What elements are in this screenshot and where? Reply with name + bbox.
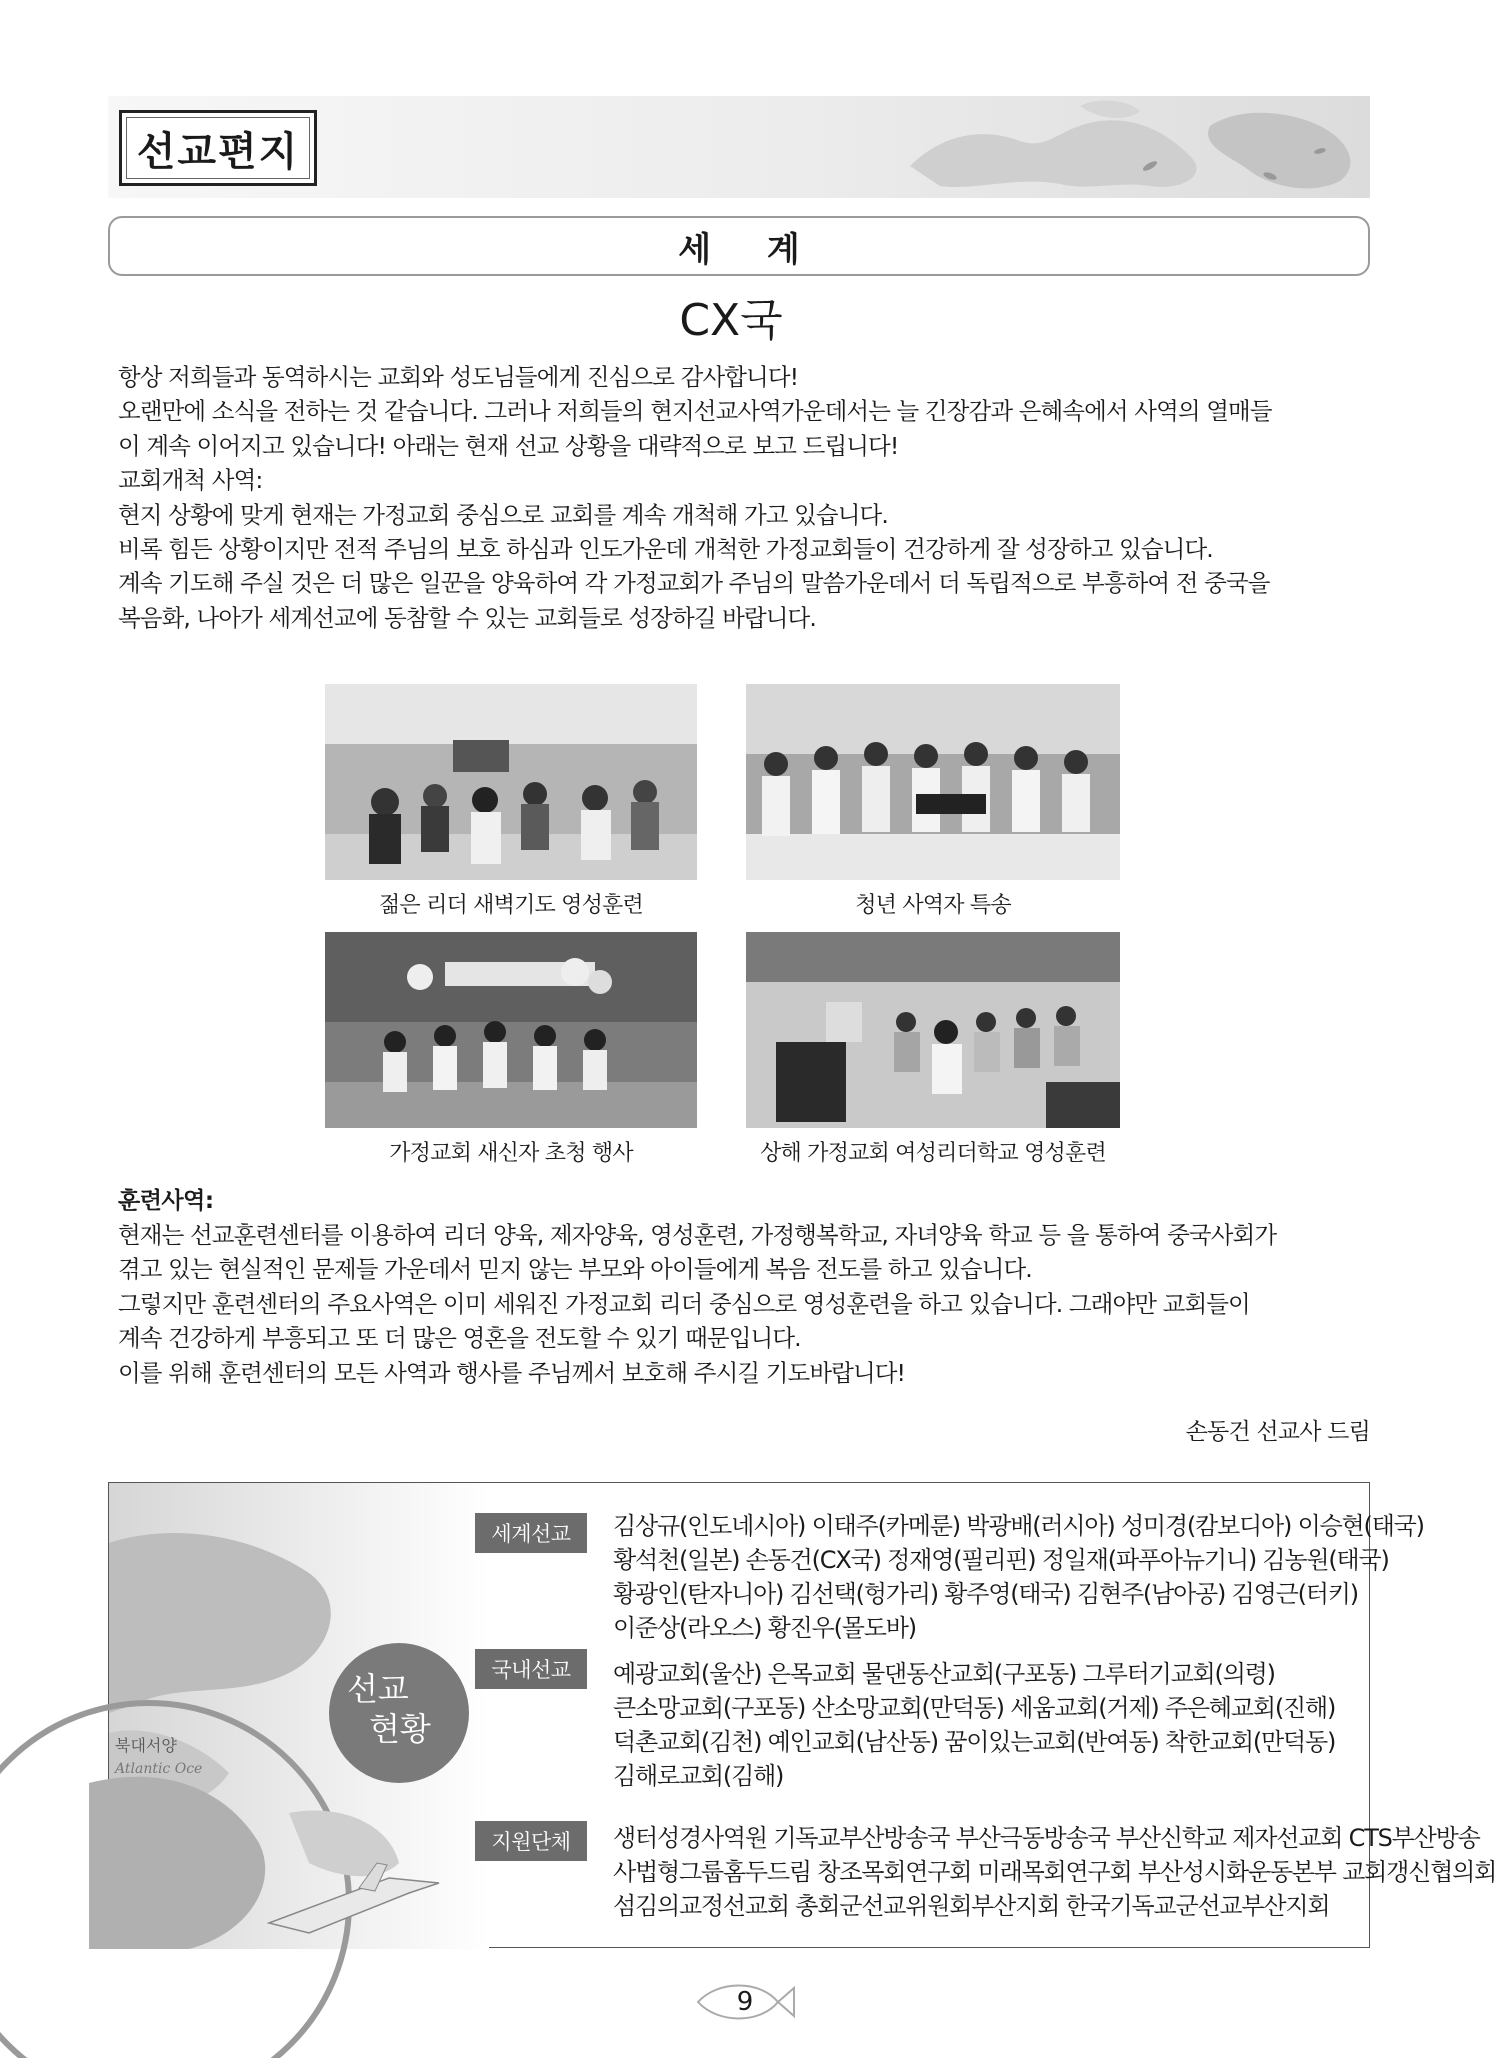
training-line: 그렇지만 훈련센터의 주요사역은 이미 세워진 가정교회 리더 중심으로 영성훈련을 하고 있습니다. 그래야만 교회들이 [118,1289,1250,1318]
signature: 손동건 선교사 드림 [1185,1419,1370,1445]
intro-line: 현지 상황에 맞게 현재는 가정교회 중심으로 교회를 계속 개척해 가고 있습니다. [118,500,888,529]
intro-line: 비록 힘든 상황이지만 전적 주님의 보호 하심과 인도가운데 개척한 가정교회들이 건강하게 잘 성장하고 있습니다. [118,535,1213,564]
training-line: 이를 위해 훈련센터의 모든 사역과 행사를 주님께서 보호해 주시길 기도바랍니다! [118,1358,906,1387]
page-number: 9 [736,1987,754,2017]
category-line: 섬김의교정선교회 총회군선교위원회부산지회 한국기독교군선교부산지회 [613,1892,1330,1920]
photo-caption: 청년 사역자 특송 [855,893,1011,918]
intro-line: 복음화, 나아가 세계선교에 동참할 수 있는 교회들로 성장하길 바랍니다. [118,603,816,632]
map-label: 북대서양 [115,1736,177,1755]
photo-caption: 상해 가정교회 여성리더학교 영성훈련 [760,1141,1106,1166]
photo-caption: 젊은 리더 새벽기도 영성훈련 [378,893,643,918]
map-label: Atlantic Oce [115,1761,203,1777]
intro-line: 오랜만에 소식을 전하는 것 같습니다. 그러나 저희들의 현지선교사역가운데서는 늘 긴장감과 은혜속에서 사역의 열매들 [118,397,1272,426]
status-title-badge [329,1643,469,1783]
category-line: 김해로교회(김해) [613,1762,784,1790]
training-text [118,1218,1374,1390]
category-label-world: 세계선교 [475,1513,587,1553]
category-line: 황석천(일본) 손동건(CX국) 정재영(필리핀) 정일재(파푸아뉴기니) 김농원(태국) [613,1546,1389,1574]
training-line: 현재는 선교훈련센터를 이용하여 리더 양육, 제자양육, 영성훈련, 가정행복학교, 자녀양육 학교 등 을 통하여 중국사회가 [118,1221,1277,1249]
mission-status-box [108,1482,1496,1948]
category-text-world [613,1509,1424,1645]
category-line: 큰소망교회(구포동) 산소망교회(만덕동) 세움교회(거제) 주은혜교회(진해) [613,1694,1336,1722]
photo-prayer-training [325,684,697,880]
category-line: 생터성경사역원 기독교부산방송국 부산극동방송국 부산신학교 제자선교회 CTS부산방송 [613,1824,1480,1852]
world-map-decoration [850,96,1370,198]
intro-line: 교회개척 사역: [118,466,263,495]
photo-women-leaders-training [746,932,1120,1128]
category-text-domestic [613,1657,1373,1793]
photo-newcomer-event [325,932,697,1128]
category-text-support [613,1821,1496,1923]
intro-line: 이 계속 이어지고 있습니다! 아래는 현재 선교 상황을 대략적으로 보고 드립니다! [118,431,899,460]
category-line: 덕촌교회(김천) 예인교회(남산동) 꿈이있는교회(반여동) 착한교회(만덕동) [613,1728,1336,1756]
category-line: 황광인(탄자니아) 김선택(헝가리) 황주영(태국) 김현주(남아공) 김영근(터키) [613,1580,1358,1608]
photo-youth-choir [746,684,1120,880]
region-title: 세 계 [108,216,1370,276]
category-label-domestic: 국내선교 [475,1649,587,1689]
category-line: 사법형그룹홈두드림 창조목회연구회 미래목회연구회 부산성시화운동본부 교회갱신협의회 [613,1858,1496,1886]
category-line: 예광교회(울산) 은목교회 물댄동산교회(구포동) 그루터기교회(의령) [613,1660,1275,1688]
category-line: 이준상(라오스) 황진우(몰도바) [613,1614,916,1642]
section-label: 선교편지 [119,110,317,186]
intro-text [118,360,1374,635]
category-line: 김상규(인도네시아) 이태주(카메룬) 박광배(러시아) 성미경(캄보디아) 이승현(태국) [613,1512,1424,1540]
training-line: 겪고 있는 현실적인 문제들 가운데서 믿지 않는 부모와 아이들에게 복음 전도를 하고 있습니다. [118,1255,1032,1284]
status-title-line: 선교 [347,1670,409,1708]
intro-line: 항상 저희들과 동역하시는 교회와 성도님들에게 진심으로 감사합니다! [118,363,799,391]
training-line: 계속 건강하게 부흥되고 또 더 많은 영혼을 전도할 수 있기 때문입니다. [118,1324,801,1353]
training-heading: 훈련사역: [118,1188,214,1214]
category-label-support: 지원단체 [475,1821,587,1861]
intro-line: 계속 기도해 주실 것은 더 많은 일꾼을 양육하여 각 가정교회가 주님의 말씀가운데서 더 독립적으로 부흥하여 전 중국을 [118,569,1270,598]
status-title-line: 현황 [369,1710,431,1748]
country-title: CX국 [679,295,783,346]
photo-caption: 가정교회 새신자 초청 행사 [389,1141,633,1166]
